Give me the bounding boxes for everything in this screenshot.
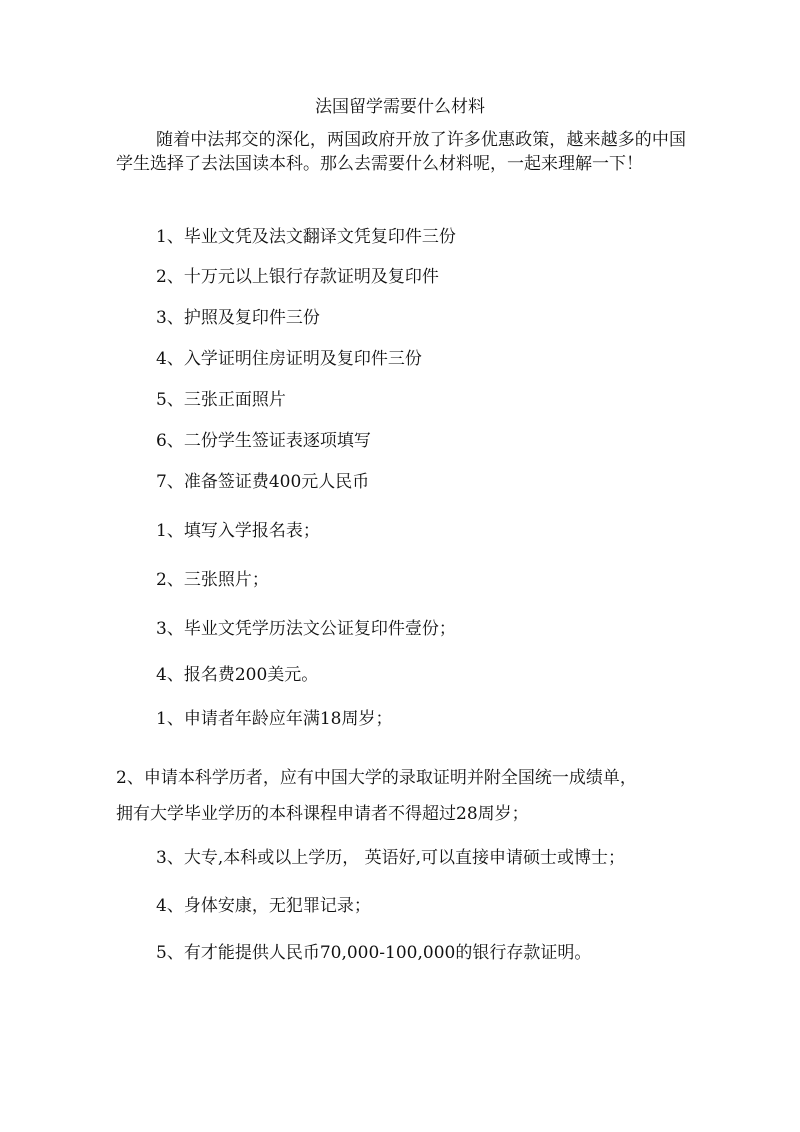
list-item: 7、准备签证费400元人民币 — [156, 472, 370, 492]
list-item: 拥有大学毕业学历的本科课程申请者不得超过28周岁； — [116, 804, 529, 824]
list-item: 2、申请本科学历者，应有中国大学的录取证明并附全国统一成绩单， — [116, 768, 637, 788]
list-item: 4、身体安康，无犯罪记录； — [156, 896, 371, 916]
list-item: 5、三张正面照片 — [156, 390, 286, 410]
list-item: 1、填写入学报名表； — [156, 521, 320, 541]
list-item: 5、有才能提供人民币70,000-100,000的银行存款证明。 — [156, 943, 592, 963]
list-item: 3、护照及复印件三份 — [156, 308, 320, 328]
intro-paragraph: 随着中法邦交的深化，两国政府开放了许多优惠政策，越来越多的中国学生选择了去法国读本科。那么去需要什么材料呢，一起来理解一下！ — [116, 130, 686, 174]
list-item: 1、申请者年龄应年满18周岁； — [156, 709, 393, 729]
list-item: 3、大专,本科或以上学历， 英语好,可以直接申请硕士或博士； — [156, 848, 626, 868]
document-title: 法国留学需要什么材料 — [315, 97, 485, 117]
list-item: 6、二份学生签证表逐项填写 — [156, 431, 371, 451]
list-item: 2、三张照片； — [156, 570, 269, 590]
list-item: 4、报名费200美元。 — [156, 665, 319, 685]
list-item: 2、十万元以上银行存款证明及复印件 — [156, 267, 439, 287]
list-item: 3、毕业文凭学历法文公证复印件壹份； — [156, 619, 456, 639]
list-item: 1、毕业文凭及法文翻译文凭复印件三份 — [156, 227, 456, 247]
list-item: 4、入学证明住房证明及复印件三份 — [156, 349, 422, 369]
